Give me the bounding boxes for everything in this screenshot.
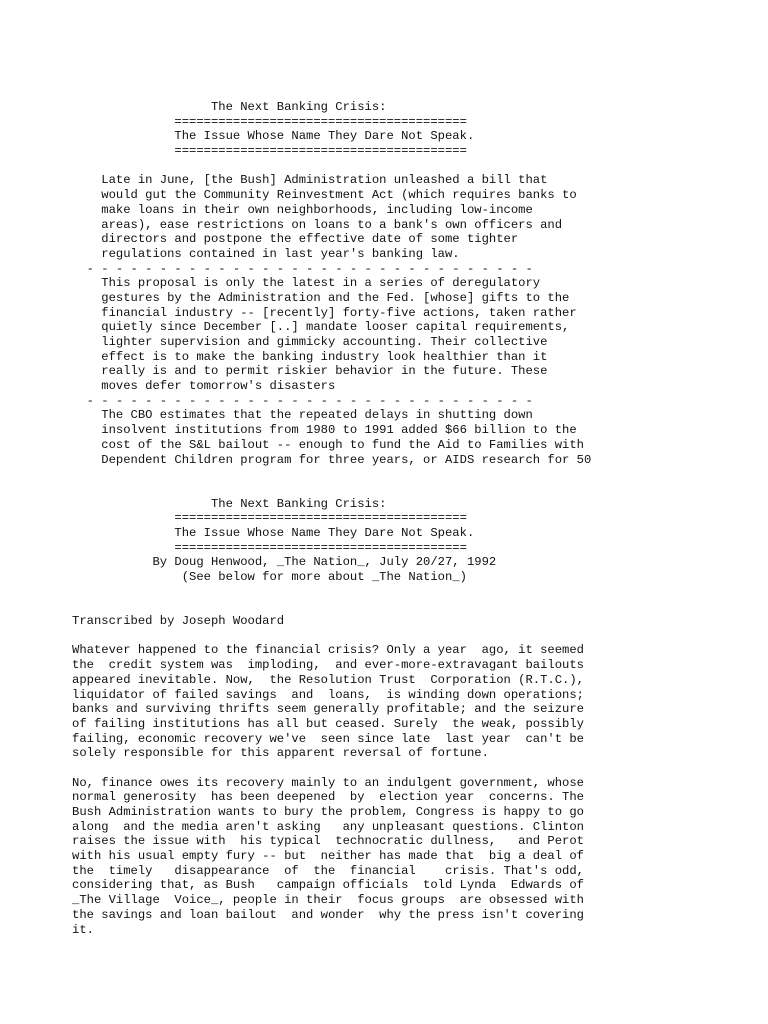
text-line: would gut the Community Reinvestment Act (which requires banks to xyxy=(72,188,577,203)
text-line: - - - - - - - - - - - - - - - - - - - - - - - - - - - - - - - xyxy=(72,261,533,276)
text-line: The CBO estimates that the repeated delays in shutting down xyxy=(72,408,533,423)
text-line: regulations contained in last year's banking law. xyxy=(72,246,460,261)
text-line: Whatever happened to the financial crisis? Only a year ago, it seemed xyxy=(72,643,584,658)
text-line: Bush Administration wants to bury the problem, Congress is happy to go xyxy=(72,805,584,819)
text-line: the timely disappearance of the financial crisis. That's odd, xyxy=(72,863,584,878)
text-line: The Issue Whose Name They Dare Not Speak. xyxy=(72,129,475,144)
text-line: - - - - - - - - - - - - - - - - - - - - - - - - - - - - - - - xyxy=(72,393,533,408)
text-line: along and the media aren't asking any unpleasant questions. Clinton xyxy=(72,819,584,834)
text-line: The Next Banking Crisis: xyxy=(72,496,387,511)
text-line: By Doug Henwood, _The Nation_, July 20/27, 1992 xyxy=(72,555,497,570)
text-line: ======================================== xyxy=(72,540,467,555)
text-line: No, finance owes its recovery mainly to an indulgent government, whose xyxy=(72,775,584,790)
text-line: The Next Banking Crisis: xyxy=(72,100,387,114)
text-line: Dependent Children program for three years, or AIDS research for 50 xyxy=(72,452,592,467)
text-line: _The Village Voice_, people in their focus groups are obsessed with xyxy=(72,893,584,908)
text-line: ======================================== xyxy=(72,114,467,129)
text-line: cost of the S&L bailout -- enough to fund the Aid to Families with xyxy=(72,437,584,452)
text-line: The Issue Whose Name They Dare Not Speak. xyxy=(72,525,475,540)
text-line: quietly since December [..] mandate looser capital requirements, xyxy=(72,320,570,335)
document-text xyxy=(72,100,591,937)
text-line: moves defer tomorrow's disasters xyxy=(72,379,336,394)
text-line: gestures by the Administration and the Fed. [whose] gifts to the xyxy=(72,290,570,305)
text-line: really is and to permit riskier behavior in the future. These xyxy=(72,364,548,379)
text-line: appeared inevitable. Now, the Resolution Trust Corporation (R.T.C.), xyxy=(72,672,584,687)
text-line: areas), ease restrictions on loans to a bank's own officers and xyxy=(72,217,563,232)
text-line: of failing institutions has all but ceased. Surely the weak, possibly xyxy=(72,716,584,731)
text-line: lighter supervision and gimmicky accounting. Their collective xyxy=(72,335,548,349)
text-line: solely responsible for this apparent reversal of fortune. xyxy=(72,746,489,761)
text-line: considering that, as Bush campaign officials told Lynda Edwards of xyxy=(72,878,584,893)
text-line: with his usual empty fury -- but neither has made that big a deal of xyxy=(72,849,584,864)
text-line: Transcribed by Joseph Woodard xyxy=(72,614,285,629)
text-line: financial industry -- [recently] forty-five actions, taken rather xyxy=(72,305,577,320)
text-line: This proposal is only the latest in a series of deregulatory xyxy=(72,276,541,291)
text-line: failing, economic recovery we've seen since late last year can't be xyxy=(72,731,584,746)
text-line: it. xyxy=(72,922,94,937)
text-line: effect is to make the banking industry look healthier than it xyxy=(72,349,548,364)
text-line: insolvent institutions from 1980 to 1991 added $66 billion to the xyxy=(72,423,577,438)
text-line: (See below for more about _The Nation_) xyxy=(72,570,467,584)
text-line: ======================================== xyxy=(72,144,467,159)
text-line: liquidator of failed savings and loans, is winding down operations; xyxy=(72,687,584,702)
text-line: the credit system was imploding, and ever-more-extravagant bailouts xyxy=(72,658,584,673)
text-line: make loans in their own neighborhoods, including low-income xyxy=(72,202,533,217)
text-line: Late in June, [the Bush] Administration unleashed a bill that xyxy=(72,173,548,188)
text-line: directors and postpone the effective date of some tighter xyxy=(72,232,519,247)
text-line: banks and surviving thrifts seem generally profitable; and the seizure xyxy=(72,702,584,717)
text-line: the savings and loan bailout and wonder why the press isn't covering xyxy=(72,907,584,922)
text-line: ======================================== xyxy=(72,511,467,526)
text-line: raises the issue with his typical technocratic dullness, and Perot xyxy=(72,834,584,849)
text-line: normal generosity has been deepened by election year concerns. The xyxy=(72,790,584,805)
